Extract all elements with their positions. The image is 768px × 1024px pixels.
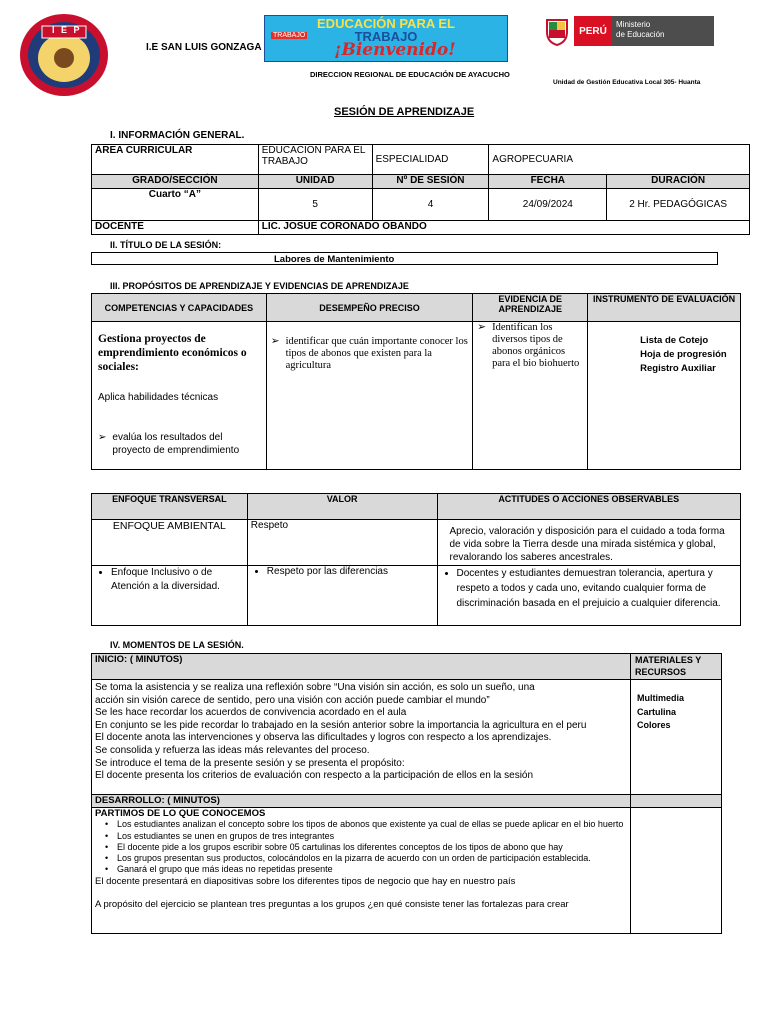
desarrollo-after: El docente presentará en diapositivas sobre los diferentes tipos de negocio que hay en nuestro país — [95, 875, 516, 887]
arrow-bullet-icon: ➢ — [477, 322, 487, 333]
material-1: Multimedia — [637, 693, 685, 703]
seal-text: I E P — [52, 25, 82, 35]
peru-label: PERÚ — [574, 16, 612, 46]
desarrollo-content — [92, 808, 631, 934]
desarrollo-item: • El docente pide a los grupos escribir sobre 05 cartulinas los diferentes conceptos de los tipos de abono que hay — [105, 841, 563, 852]
desarrollo-item: • Ganará el grupo que más ideas no repetidas presente — [105, 864, 333, 875]
material-3: Colores — [637, 720, 671, 730]
area-label: ÁREA CURRICULAR — [92, 145, 259, 175]
purposes-table — [91, 293, 741, 470]
banner-line2: TRABAJO — [354, 29, 418, 44]
ugel-name: Unidad de Gestión Educativa Local 305- Huanta — [553, 79, 701, 86]
especialidad-value: AGROPECUARIA — [489, 145, 750, 175]
section2-heading: II. TÍTULO DE LA SESIÓN: — [110, 240, 222, 250]
banner-line1: EDUCACIÓN PARA EL — [317, 16, 455, 31]
inicio-line: El docente presenta los criterios de evaluación con respecto a la participación de ellos en la sesión — [95, 770, 534, 782]
ministry-line2: de Educación — [616, 30, 665, 39]
capacidad-1: Aplica habilidades técnicas — [98, 392, 219, 403]
competencia-text: Gestiona proyectos de emprendimiento económicos o sociales: — [98, 333, 247, 373]
enfoque-table — [91, 493, 741, 626]
capacidad-2-item — [98, 431, 260, 457]
section3-heading: III. PROPÓSITOS DE APRENDIZAJE Y EVIDENCIAS DE APRENDIZAJE — [110, 281, 409, 291]
instrumento-1: Lista de Cotejo — [640, 335, 709, 346]
desempeno-item — [271, 336, 469, 372]
banner-welcome: ¡Bienvenido! — [334, 40, 456, 60]
arrow-bullet-icon: ➢ — [270, 336, 280, 347]
desarrollo-item: • Los estudiantes analizan el concepto sobre los tipos de abonos que existente ya cual de ellas se puede aplicar en el bio huerto — [105, 819, 624, 830]
evidencia-text: Identifican los diversos tipos de abonos orgánicos para el bio biohuerto — [492, 322, 580, 369]
desarrollo-item: • Los estudiantes se unen en grupos de tres integrantes — [105, 830, 335, 841]
sesion-header: Nº DE SESIÓN — [372, 175, 489, 189]
enfoque-header: ENFOQUE TRANSVERSAL — [92, 494, 248, 520]
enfoque-ambiental: ENFOQUE AMBIENTAL — [92, 520, 248, 566]
school-seal — [18, 12, 110, 98]
evid-header: EVIDENCIA DE APRENDIZAJE — [473, 294, 588, 322]
sesion-value: 4 — [372, 189, 489, 221]
inicio-line: Se consolida y refuerza las ideas más relevantes del proceso. — [95, 744, 370, 756]
peru-coat-of-arms — [544, 16, 570, 46]
enfoque-inclusivo-cell — [92, 566, 248, 626]
materiales-label: MATERIALES Y RECURSOS — [631, 654, 722, 680]
instrumento-2: Hoja de progresión — [640, 349, 727, 360]
desemp-header: DESEMPEÑO PRECISO — [266, 294, 473, 322]
valor-diferencias: • Respeto por las diferencias — [267, 566, 434, 577]
enfoque-inclusivo: • Enfoque Inclusivo o de Atención a la diversidad. — [111, 566, 244, 594]
regional-direction: DIRECCION REGIONAL DE EDUCACIÓN DE AYACUCHO — [310, 70, 510, 79]
inicio-line: acción sin visión carece de sentido, pero una visión con acción puede cambiar el mundo” — [95, 694, 490, 706]
desempeno-text: identificar que cuán importante conocer los tipos de abonos que existen para la agricultura — [285, 336, 468, 371]
session-title-box: Labores de Mantenimiento — [91, 252, 718, 265]
competencias-cell — [92, 322, 267, 470]
fecha-value: 24/09/2024 — [489, 189, 607, 221]
section1-heading: I. INFORMACIÓN GENERAL. — [110, 130, 245, 141]
grado-value: Cuarto “A” — [92, 189, 259, 221]
valor-respeto: Respeto — [247, 520, 437, 566]
evidencia-item — [477, 322, 583, 370]
desarrollo-label: DESARROLLO: ( MINUTOS) — [92, 795, 631, 808]
unidad-header: UNIDAD — [258, 175, 372, 189]
inicio-line: Se les hace recordar los acuerdos de convivencia acordado en el aula — [95, 707, 407, 719]
inicio-content — [92, 680, 631, 795]
general-info-table — [91, 144, 750, 235]
comp-header: COMPETENCIAS Y CAPACIDADES — [92, 294, 267, 322]
inicio-line: En conjunto se les pide recordar lo trabajado en la sesión anterior sobre la importancia la agricultura en el peru — [95, 719, 587, 731]
instrumentos-cell — [588, 322, 741, 470]
actitud-inclusiva: • Docentes y estudiantes demuestran tolerancia, apertura y respeto a todos y cada uno, evitando cualquier forma de discriminación basada en el prejuicio a cualquier diferencia. — [457, 566, 738, 611]
valor-diferencias-cell — [247, 566, 437, 626]
evidencia-cell — [473, 322, 588, 470]
valor-header: VALOR — [247, 494, 437, 520]
ministry-line1: Ministerio — [616, 20, 651, 29]
grado-header: GRADO/SECCIÓN — [92, 175, 259, 189]
materiales-content — [631, 680, 722, 795]
partimos-heading: PARTIMOS DE LO QUE CONOCEMOS — [95, 808, 266, 819]
area-value: EDUCACION PARA EL TRABAJO — [258, 145, 372, 175]
inicio-line: Se introduce el tema de la presente sesión y se presenta el propósito: — [95, 757, 405, 769]
desarrollo-materiales-header — [631, 795, 722, 808]
desarrollo-last: A propósito del ejercicio se plantean tres preguntas a los grupos ¿en qué consiste tener las fortalezas para crear — [95, 899, 569, 911]
banner-small: TRABAJO — [273, 32, 306, 39]
duracion-value: 2 Hr. PEDAGÓGICAS — [607, 189, 750, 221]
ministry-name — [612, 16, 714, 46]
section4-heading: IV. MOMENTOS DE LA SESIÓN. — [110, 640, 244, 650]
inicio-line: Se toma la asistencia y se realiza una reflexión sobre “Una visión sin acción, es solo un sueño, una — [95, 682, 535, 693]
moments-table — [91, 653, 722, 934]
docente-value: LIC. JOSUE CORONADO OBANDO — [258, 221, 749, 235]
session-title: SESIÓN DE APRENDIZAJE — [334, 106, 475, 118]
instr-header: INSTRUMENTO DE EVALUACIÓN — [588, 294, 741, 322]
material-2: Cartulina — [637, 706, 677, 717]
unidad-value: 5 — [258, 189, 372, 221]
actitud-ambiental: Aprecio, valoración y disposición para el cuidado a toda forma de vida sobre la Tierra desde una mirada sistémica y global, revalorando los saberes ancestrales. — [437, 520, 741, 566]
especialidad-label: ESPECIALIDAD — [372, 145, 489, 175]
desempeno-cell — [266, 322, 473, 470]
school-name: I.E SAN LUIS GONZAGA — [146, 42, 262, 53]
fecha-header: FECHA — [489, 175, 607, 189]
inicio-line: El docente anota las intervenciones y observa las dificultades y logros con respecto a los aprendizajes. — [95, 732, 552, 744]
instrumento-3: Registro Auxiliar — [640, 363, 716, 374]
ministry-logo — [574, 16, 714, 46]
desarrollo-item: • Los grupos presentan sus productos, colocándolos en la pizarra de acuerdo con un orden de participación establecida. — [105, 853, 591, 864]
duracion-header: DURACIÓN — [607, 175, 750, 189]
capacidad-2: evalúa los resultados del proyecto de emprendimiento — [112, 432, 240, 456]
actitudes-header: ACTITUDES O ACCIONES OBSERVABLES — [437, 494, 741, 520]
desarrollo-materiales — [631, 808, 722, 934]
arrow-bullet-icon: ➢ — [98, 432, 107, 443]
actitud-inclusiva-cell — [437, 566, 741, 626]
inicio-label: INICIO: ( MINUTOS) — [92, 654, 631, 680]
docente-label: DOCENTE — [92, 221, 259, 235]
